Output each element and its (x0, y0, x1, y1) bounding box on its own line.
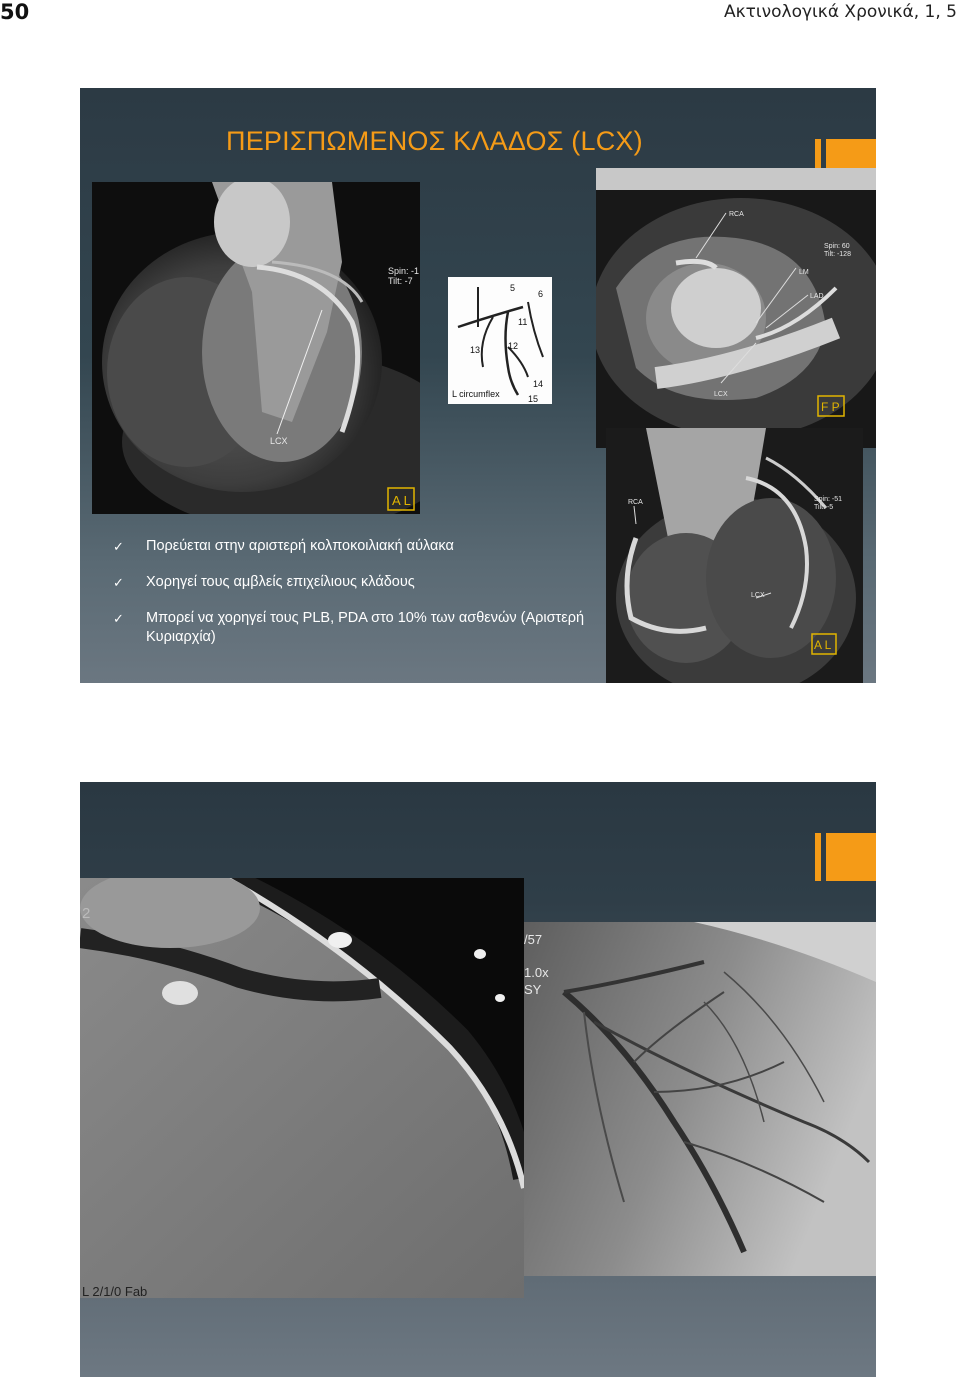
bullet-item (113, 573, 593, 592)
spin-label: Spin: -51 (814, 496, 843, 503)
angio-fragment-label: /57 (524, 932, 543, 947)
coronary-angiogram (524, 922, 876, 1276)
slide-lcx (80, 88, 876, 683)
bullet-text: Πορεύεται στην αριστερή κολποκοιλιακή αύλακα (146, 538, 454, 554)
slide-lcx-images (80, 782, 876, 1377)
diagram-number: 13 (470, 345, 481, 355)
diagram-number: 5 (510, 283, 516, 293)
checkmark-icon: ✓ (113, 575, 124, 590)
ct-scan-top-right (596, 168, 876, 448)
bullet-item (113, 537, 593, 556)
lcx-label: LCX (714, 391, 728, 398)
bullet-item (113, 609, 593, 647)
rca-label: RCA (628, 499, 643, 506)
accent-block (826, 833, 876, 881)
ct-scan-bottom-right-image (606, 428, 863, 683)
spin-label: Spin: 60 (824, 243, 850, 250)
ct-scan-left-image (92, 182, 420, 514)
angio-fragment-label: SY (524, 982, 542, 997)
spin-label: Spin: -1 (388, 266, 420, 276)
accent-bar (815, 139, 821, 168)
bullet-list (113, 537, 593, 664)
diagram-number: 6 (538, 289, 544, 299)
ct-curved-reformat (80, 878, 524, 1298)
bullet-text: Μπορεί να χορηγεί τους PLB, PDA στο 10% των ασθενών (Αριστερή Κυριαρχία) (146, 610, 585, 645)
rca-label: RCA (729, 211, 744, 218)
lcx-label: LCX (270, 436, 288, 446)
angio-fragment-label: 1.0x (524, 965, 549, 980)
ct-curved-reformat-image (80, 878, 524, 1298)
page-number: 50 (0, 0, 30, 24)
orientation-label: A L (392, 493, 411, 508)
lcx-diagram-image (448, 277, 552, 404)
diagram-number: 15 (528, 394, 539, 404)
journal-reference: Ακτινολογικά Χρονικά, 1, 5 (724, 2, 957, 22)
ct-scan-left (92, 182, 420, 514)
lcx-label: LCX (751, 592, 765, 599)
diagram-number: 11 (518, 317, 528, 327)
accent-block (826, 139, 876, 168)
lad-label: LAD (810, 293, 824, 300)
ct-scan-top-right-image (596, 168, 876, 448)
tilt-label: Tilt: -7 (388, 276, 413, 286)
ct-scan-bottom-right (606, 428, 863, 683)
checkmark-icon: ✓ (113, 611, 124, 626)
orientation-label: F P (821, 400, 840, 414)
coronary-angiogram-image (524, 922, 876, 1276)
accent-bar (815, 833, 821, 881)
diagram-number: 12 (508, 341, 519, 351)
checkmark-icon: ✓ (113, 539, 124, 554)
tilt-label: Tilt: -128 (824, 251, 851, 258)
lcx-diagram (448, 277, 552, 404)
orientation-label: A L (814, 638, 832, 652)
diagram-caption: L circumflex (452, 389, 500, 399)
ct-fragment-label: 2 (82, 905, 91, 922)
bullet-text: Χορηγεί τους αμβλείς επιχείλιους κλάδους (146, 574, 415, 590)
tilt-label: Tilt: -5 (814, 504, 834, 511)
slide-title: ΠΕΡΙΣΠΩΜΕΝΟΣ ΚΛΑΔΟΣ (LCX) (226, 126, 643, 156)
lm-label: LM (799, 269, 809, 276)
ct-fragment-label: L 2/1/0 Fab (82, 1284, 148, 1298)
diagram-number: 14 (533, 379, 544, 389)
